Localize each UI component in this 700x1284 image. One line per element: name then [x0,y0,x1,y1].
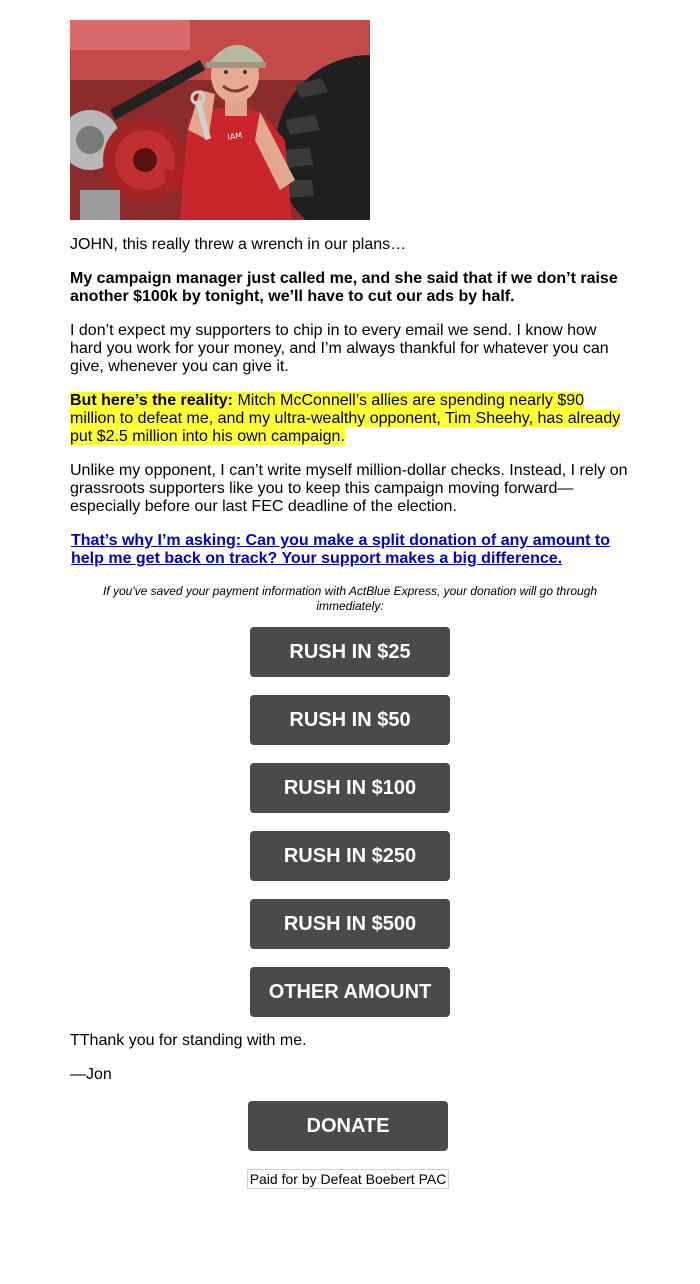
greeting-text: JOHN, this really threw a wrench in our plans… [70,236,407,253]
donation-buttons [70,627,630,1017]
urgent-message: My campaign manager just called me, and she said that if we don’t raise another $100k by tonight, we’ll have to cut our ads by half. [70,270,618,305]
donate-button[interactable]: DONATE [248,1101,448,1151]
rush-250-button[interactable]: RUSH IN $250 [250,831,450,881]
svg-text:IAM: IAM [226,130,243,142]
disclaimer-box [70,1169,630,1189]
rush-100-button[interactable]: RUSH IN $100 [250,763,450,813]
thanks-text: TThank you for standing with me. [70,1032,307,1049]
reality-body: Mitch McConnell’s allies are spending nearly $90 million to defeat me, and my ultra-wealthy opponent, Tim Sheehy, has already put $2.5 million into his own campaign. [70,392,621,445]
hero-photo [70,20,370,220]
actblue-express-note: If you've saved your payment information with ActBlue Express, your donation will go through immediately: [102,584,598,613]
reality-paragraph [70,392,630,446]
paid-for-by-text: Paid for by Defeat Boebert PAC [247,1169,450,1189]
farmer-photo-icon [70,20,370,220]
other-amount-button[interactable]: OTHER AMOUNT [250,967,450,1017]
email-body [70,0,630,1189]
signature: —Jon [70,1066,112,1083]
reality-lead: But here’s the reality: [70,392,234,409]
ask-paragraph [70,532,630,568]
grassroots-paragraph: Unlike my opponent, I can’t write myself million-dollar checks. Instead, I rely on grassroots supporters like you to keep this campaign moving forward—especially before our last FEC deadline of the election. [70,462,628,515]
rush-500-button[interactable]: RUSH IN $500 [250,899,450,949]
rush-50-button[interactable]: RUSH IN $50 [250,695,450,745]
rush-25-button[interactable]: RUSH IN $25 [250,627,450,677]
ask-donation-link[interactable]: That’s why I’m asking: Can you make a split donation of any amount to help me get back on track? Your support makes a big difference. [71,532,611,567]
support-paragraph: I don’t expect my supporters to chip in to every email we send. I know how hard you work for your money, and I’m always thankful for whatever you can give, whenever you can give it. [70,322,609,375]
